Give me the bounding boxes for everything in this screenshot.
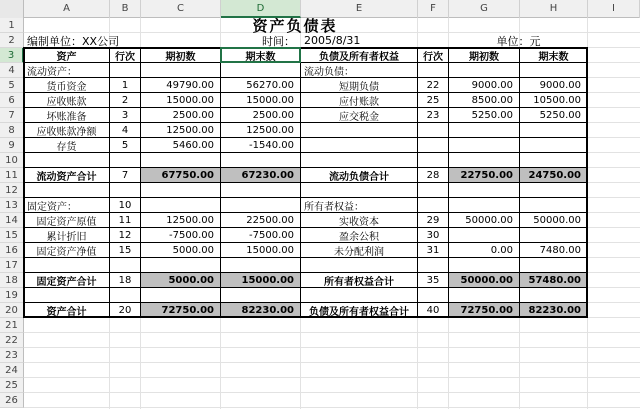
cell-e15[interactable]: 盈余公积 bbox=[301, 228, 418, 243]
cell-b6[interactable]: 2 bbox=[110, 93, 141, 108]
cell-h11[interactable]: 24750.00 bbox=[520, 168, 588, 183]
cell-d18[interactable]: 15000.00 bbox=[221, 273, 301, 288]
cell-f6[interactable]: 25 bbox=[418, 93, 449, 108]
row-header-1[interactable]: 1 bbox=[0, 18, 24, 33]
gridline-horizontal bbox=[24, 332, 640, 333]
cell-c20[interactable]: 72750.00 bbox=[141, 303, 221, 318]
time-label[interactable]: 时间： bbox=[262, 34, 295, 48]
header-begin[interactable]: 期初数 bbox=[141, 48, 221, 63]
column-header-h[interactable]: H bbox=[520, 0, 588, 18]
gridline-horizontal bbox=[24, 347, 640, 348]
cell-d7[interactable]: 2500.00 bbox=[221, 108, 301, 123]
cell-a13[interactable]: 固定资产： bbox=[24, 198, 110, 213]
cell-e4[interactable]: 流动负债： bbox=[301, 63, 418, 78]
cell-b14[interactable]: 11 bbox=[110, 213, 141, 228]
row-header-15[interactable]: 15 bbox=[0, 228, 24, 243]
cell-e18[interactable]: 所有者权益合计 bbox=[301, 273, 418, 288]
cell-a14[interactable]: 固定资产原值 bbox=[24, 213, 110, 228]
cell-h16[interactable]: 7480.00 bbox=[520, 243, 588, 258]
cell-c15[interactable]: -7500.00 bbox=[141, 228, 221, 243]
row-header-6[interactable]: 6 bbox=[0, 93, 24, 108]
column-header-d[interactable]: D bbox=[221, 0, 301, 18]
row-header-13[interactable]: 13 bbox=[0, 198, 24, 213]
cell-g16[interactable]: 0.00 bbox=[449, 243, 520, 258]
header-end2[interactable]: 期末数 bbox=[520, 48, 588, 63]
row-header-7[interactable]: 7 bbox=[0, 108, 24, 123]
report-title[interactable]: 资产负债表 bbox=[252, 17, 338, 35]
cell-a8[interactable]: 应收账款净额 bbox=[24, 123, 110, 138]
cell-e11[interactable]: 流动负债合计 bbox=[301, 168, 418, 183]
cell-b13[interactable]: 10 bbox=[110, 198, 141, 213]
row-header-25[interactable]: 25 bbox=[0, 378, 24, 393]
header-begin2[interactable]: 期初数 bbox=[449, 48, 520, 63]
column-header-a[interactable]: A bbox=[24, 0, 110, 18]
cell-h18[interactable]: 57480.00 bbox=[520, 273, 588, 288]
cell-a7[interactable]: 坏账准备 bbox=[24, 108, 110, 123]
cell-d11[interactable]: 67230.00 bbox=[221, 168, 301, 183]
cell-e13[interactable]: 所有者权益： bbox=[301, 198, 418, 213]
select-all-corner[interactable] bbox=[0, 0, 24, 18]
cell-b20[interactable]: 20 bbox=[110, 303, 141, 318]
cell-e14[interactable]: 实收资本 bbox=[301, 213, 418, 228]
cell-a20[interactable]: 资产合计 bbox=[24, 303, 110, 318]
gridline-horizontal bbox=[24, 362, 640, 363]
row-header-3[interactable]: 3 bbox=[0, 48, 24, 63]
cell-c6[interactable]: 15000.00 bbox=[141, 93, 221, 108]
row-header-21[interactable]: 21 bbox=[0, 318, 24, 333]
cell-g7[interactable]: 5250.00 bbox=[449, 108, 520, 123]
cell-d16[interactable]: 15000.00 bbox=[221, 243, 301, 258]
column-header-b[interactable]: B bbox=[110, 0, 141, 18]
cell-b9[interactable]: 5 bbox=[110, 138, 141, 153]
row-header-20[interactable]: 20 bbox=[0, 303, 24, 318]
row-header-18[interactable]: 18 bbox=[0, 273, 24, 288]
cell-c8[interactable]: 12500.00 bbox=[141, 123, 221, 138]
cell-h5[interactable]: 9000.00 bbox=[520, 78, 588, 93]
cell-c7[interactable]: 2500.00 bbox=[141, 108, 221, 123]
cell-c16[interactable]: 5000.00 bbox=[141, 243, 221, 258]
cell-h6[interactable]: 10500.00 bbox=[520, 93, 588, 108]
cell-a4[interactable]: 流动资产： bbox=[24, 63, 110, 78]
column-header-g[interactable]: G bbox=[449, 0, 520, 18]
row-header-26[interactable]: 26 bbox=[0, 393, 24, 408]
cell-f16[interactable]: 31 bbox=[418, 243, 449, 258]
column-header-f[interactable]: F bbox=[418, 0, 449, 18]
selected-cell-d3[interactable] bbox=[220, 47, 301, 63]
table-outer-border bbox=[23, 47, 588, 318]
cell-b11[interactable]: 7 bbox=[110, 168, 141, 183]
column-header-e[interactable]: E bbox=[301, 0, 418, 18]
column-header-i[interactable]: I bbox=[588, 0, 640, 18]
cell-d15[interactable]: -7500.00 bbox=[221, 228, 301, 243]
cell-h7[interactable]: 5250.00 bbox=[520, 108, 588, 123]
cell-e7[interactable]: 应交税金 bbox=[301, 108, 418, 123]
cell-c5[interactable]: 49790.00 bbox=[141, 78, 221, 93]
row-header-14[interactable]: 14 bbox=[0, 213, 24, 228]
cell-b16[interactable]: 15 bbox=[110, 243, 141, 258]
cell-e20[interactable]: 负债及所有者权益合计 bbox=[301, 303, 418, 318]
cell-c11[interactable]: 67750.00 bbox=[141, 168, 221, 183]
cell-h14[interactable]: 50000.00 bbox=[520, 213, 588, 228]
cell-a9[interactable]: 存货 bbox=[24, 138, 110, 153]
time-value[interactable]: 2005/8/31 bbox=[304, 34, 361, 47]
cell-d20[interactable]: 82230.00 bbox=[221, 303, 301, 318]
row-header-24[interactable]: 24 bbox=[0, 363, 24, 378]
cell-f15[interactable]: 30 bbox=[418, 228, 449, 243]
cell-e6[interactable]: 应付账款 bbox=[301, 93, 418, 108]
cell-c14[interactable]: 12500.00 bbox=[141, 213, 221, 228]
cell-b8[interactable]: 4 bbox=[110, 123, 141, 138]
cell-a18[interactable]: 固定资产合计 bbox=[24, 273, 110, 288]
cell-b15[interactable]: 12 bbox=[110, 228, 141, 243]
gridline-horizontal bbox=[24, 377, 640, 378]
cell-g20[interactable]: 72750.00 bbox=[449, 303, 520, 318]
cell-h20[interactable]: 82230.00 bbox=[520, 303, 588, 318]
unit-label[interactable]: 单位：元 bbox=[496, 34, 541, 48]
cell-g18[interactable]: 50000.00 bbox=[449, 273, 520, 288]
cell-d9[interactable]: -1540.00 bbox=[221, 138, 301, 153]
cell-a15[interactable]: 累计折旧 bbox=[24, 228, 110, 243]
header-line[interactable]: 行次 bbox=[110, 48, 141, 63]
row-header-5[interactable]: 5 bbox=[0, 78, 24, 93]
column-header-c[interactable]: C bbox=[141, 0, 221, 18]
header-line2[interactable]: 行次 bbox=[418, 48, 449, 63]
company-label[interactable]: 编制单位：XX公司 bbox=[27, 34, 120, 48]
cell-d6[interactable]: 15000.00 bbox=[221, 93, 301, 108]
cell-a16[interactable]: 固定资产净值 bbox=[24, 243, 110, 258]
cell-e16[interactable]: 未分配利润 bbox=[301, 243, 418, 258]
row-header-19[interactable]: 19 bbox=[0, 288, 24, 303]
cell-b18[interactable]: 18 bbox=[110, 273, 141, 288]
cell-g11[interactable]: 22750.00 bbox=[449, 168, 520, 183]
header-asset[interactable]: 资产 bbox=[24, 48, 110, 63]
gridline-horizontal bbox=[24, 407, 640, 408]
cell-b5[interactable]: 1 bbox=[110, 78, 141, 93]
row-header-16[interactable]: 16 bbox=[0, 243, 24, 258]
cell-c9[interactable]: 5460.00 bbox=[141, 138, 221, 153]
cell-b7[interactable]: 3 bbox=[110, 108, 141, 123]
cell-g14[interactable]: 50000.00 bbox=[449, 213, 520, 228]
row-header-12[interactable]: 12 bbox=[0, 183, 24, 198]
header-end[interactable]: 期末数 bbox=[221, 48, 301, 63]
row-header-2[interactable]: 2 bbox=[0, 33, 24, 48]
row-header-17[interactable]: 17 bbox=[0, 258, 24, 273]
cell-a5[interactable]: 货币资金 bbox=[24, 78, 110, 93]
row-header-8[interactable]: 8 bbox=[0, 123, 24, 138]
cell-f5[interactable]: 22 bbox=[418, 78, 449, 93]
cell-f18[interactable]: 35 bbox=[418, 273, 449, 288]
cell-c18[interactable]: 5000.00 bbox=[141, 273, 221, 288]
cell-a6[interactable]: 应收账款 bbox=[24, 93, 110, 108]
row-header-4[interactable]: 4 bbox=[0, 63, 24, 78]
row-header-9[interactable]: 9 bbox=[0, 138, 24, 153]
cell-f20[interactable]: 40 bbox=[418, 303, 449, 318]
cell-e5[interactable]: 短期负债 bbox=[301, 78, 418, 93]
cell-g6[interactable]: 8500.00 bbox=[449, 93, 520, 108]
cell-d5[interactable]: 56270.00 bbox=[221, 78, 301, 93]
row-header-10[interactable]: 10 bbox=[0, 153, 24, 168]
header-liab[interactable]: 负债及所有者权益 bbox=[301, 48, 418, 63]
cell-a11[interactable]: 流动资产合计 bbox=[24, 168, 110, 183]
gridline-horizontal bbox=[24, 392, 640, 393]
cell-f14[interactable]: 29 bbox=[418, 213, 449, 228]
row-header-23[interactable]: 23 bbox=[0, 348, 24, 363]
cell-g5[interactable]: 9000.00 bbox=[449, 78, 520, 93]
row-header-11[interactable]: 11 bbox=[0, 168, 24, 183]
cell-f7[interactable]: 23 bbox=[418, 108, 449, 123]
cell-d14[interactable]: 22500.00 bbox=[221, 213, 301, 228]
cell-f11[interactable]: 28 bbox=[418, 168, 449, 183]
cell-d8[interactable]: 12500.00 bbox=[221, 123, 301, 138]
row-header-22[interactable]: 22 bbox=[0, 333, 24, 348]
